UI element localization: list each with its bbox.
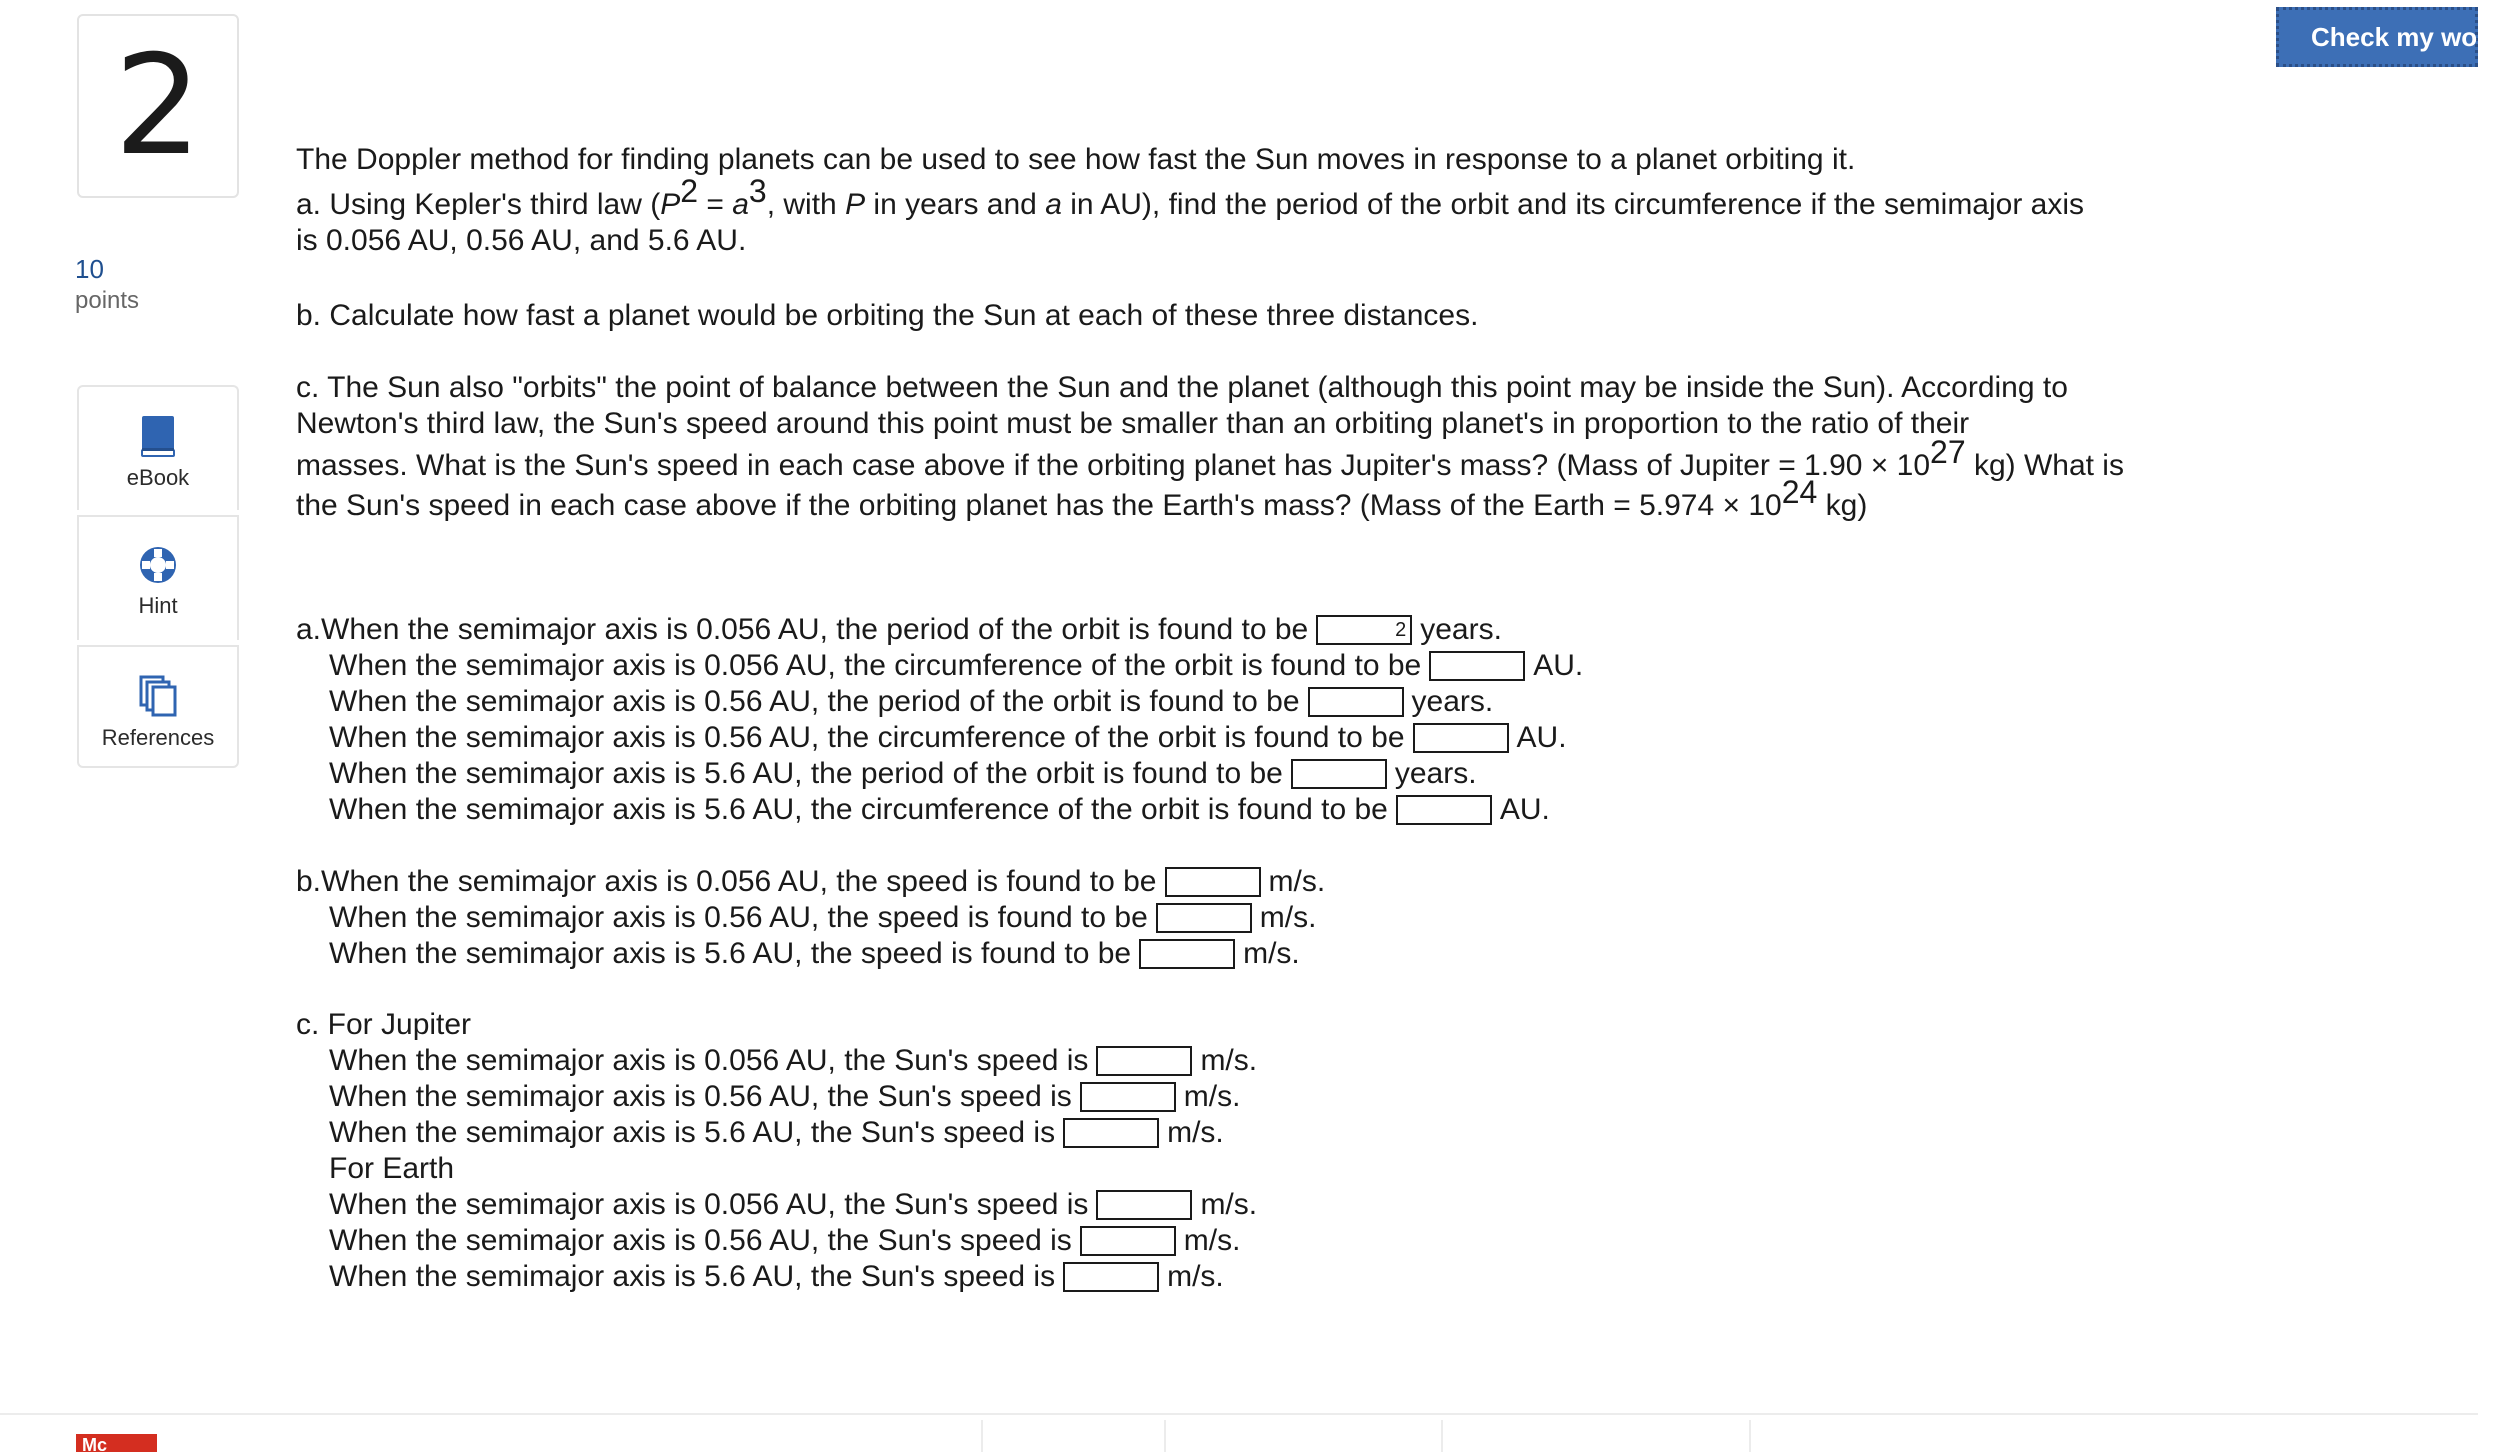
points-panel xyxy=(75,253,139,317)
footer-divider xyxy=(0,1413,2478,1415)
ebook-button[interactable] xyxy=(77,385,239,510)
earth-header: For Earth xyxy=(329,1152,455,1185)
points-value: 10 xyxy=(75,254,104,284)
answer-row: When the semimajor axis is 5.6 AU, the speed is found to be m/s. xyxy=(329,937,1300,970)
lifebuoy-icon xyxy=(138,545,178,585)
footer-separator xyxy=(1441,1420,1443,1452)
prompt-part-c: c. The Sun also "orbits" the point of balance between the Sun and the planet (although this point may be inside the Sun). According to Newton's third law, the Sun's speed around this point must be smaller than an orbiting planet's in proportion to the ratio of their masses. What is the Sun's speed in each case above if the orbiting planet has Jupiter's mass? (Mass of Jupiter = $1.90 \times 10^{27}$ kg) What is the Sun's speed in each case above if the orbiting planet has the Earth's mass? (Mass of the Earth = $5.974 \times 10^{24}$ kg) xyxy=(296,371,2124,522)
answer-row: When the semimajor axis is 0.056 AU, the Sun's speed is m/s. xyxy=(329,1044,1258,1077)
answer-input[interactable] xyxy=(1308,687,1404,717)
answer-row: When the semimajor axis is 5.6 AU, the period of the orbit is found to be years. xyxy=(329,757,1477,790)
answer-row: When the semimajor axis is 0.56 AU, the speed is found to be m/s. xyxy=(329,901,1317,934)
answer-input[interactable] xyxy=(1396,795,1492,825)
answer-input[interactable] xyxy=(1063,1118,1159,1148)
check-my-work-button[interactable]: Check my work xyxy=(2276,7,2478,67)
answer-input[interactable] xyxy=(1156,903,1252,933)
answer-row: When the semimajor axis is 0.56 AU, the circumference of the orbit is found to be AU. xyxy=(329,721,1567,754)
footer-separator xyxy=(1164,1420,1166,1452)
answers-part-a xyxy=(296,612,1583,828)
answer-row: When the semimajor axis is 0.056 AU, the Sun's speed is m/s. xyxy=(329,1188,1258,1221)
references-button[interactable] xyxy=(77,645,239,768)
answer-input[interactable] xyxy=(1165,867,1261,897)
copy-icon xyxy=(138,675,178,717)
answer-input[interactable] xyxy=(1096,1190,1192,1220)
answer-row: b. When the semimajor axis is 0.056 AU, the speed is found to be m/s. xyxy=(296,865,1326,898)
hint-button[interactable] xyxy=(77,515,239,640)
answer-row: When the semimajor axis is 5.6 AU, the Sun's speed is m/s. xyxy=(329,1116,1224,1149)
hint-label: Hint xyxy=(138,593,178,618)
answers-part-b xyxy=(296,864,1325,972)
answer-row: a. When the semimajor axis is 0.056 AU, the period of the orbit is found to be 2 years. xyxy=(296,613,1502,646)
answers-part-c xyxy=(296,1007,1257,1295)
prompt-part-b: b. Calculate how fast a planet would be orbiting the Sun at each of these three distances. xyxy=(296,299,1479,332)
prompt-intro: The Doppler method for finding planets can be used to see how fast the Sun moves in response to a planet orbiting it. xyxy=(296,143,1856,176)
book-icon xyxy=(140,415,176,457)
answer-input[interactable]: 2 xyxy=(1316,615,1412,645)
footer-separator xyxy=(1749,1420,1751,1452)
mcgraw-hill-logo: Mc xyxy=(76,1434,157,1452)
answer-row: When the semimajor axis is 5.6 AU, the circumference of the orbit is found to be AU. xyxy=(329,793,1550,826)
question-number: 2 xyxy=(114,25,202,186)
answer-input[interactable] xyxy=(1096,1046,1192,1076)
answer-row: When the semimajor axis is 0.56 AU, the Sun's speed is m/s. xyxy=(329,1224,1241,1257)
answer-input[interactable] xyxy=(1139,939,1235,969)
jupiter-header: c. For Jupiter xyxy=(296,1008,472,1041)
footer-separator xyxy=(981,1420,983,1452)
answer-input[interactable] xyxy=(1080,1226,1176,1256)
answer-input[interactable] xyxy=(1429,651,1525,681)
answer-input[interactable] xyxy=(1413,723,1509,753)
answer-row: When the semimajor axis is 0.56 AU, the Sun's speed is m/s. xyxy=(329,1080,1241,1113)
answer-input[interactable] xyxy=(1063,1262,1159,1292)
answer-row: When the semimajor axis is 5.6 AU, the Sun's speed is m/s. xyxy=(329,1260,1224,1293)
references-label: References xyxy=(101,725,215,750)
prompt-part-a: a. Using Kepler's third law ($P^2 = a^3$, with P in years and a in AU), find the period of the orbit and its circumference if the semimajor axis is 0.056 AU, 0.56 AU, and 5.6 AU. xyxy=(296,173,2085,257)
points-label: points xyxy=(75,287,140,314)
answer-input[interactable] xyxy=(1291,759,1387,789)
question-number-box xyxy=(77,14,239,198)
ebook-label: eBook xyxy=(126,465,190,490)
answer-row: When the semimajor axis is 0.056 AU, the circumference of the orbit is found to be AU. xyxy=(329,649,1584,682)
answer-row: When the semimajor axis is 0.56 AU, the period of the orbit is found to be years. xyxy=(329,685,1494,718)
answer-input[interactable] xyxy=(1080,1082,1176,1112)
